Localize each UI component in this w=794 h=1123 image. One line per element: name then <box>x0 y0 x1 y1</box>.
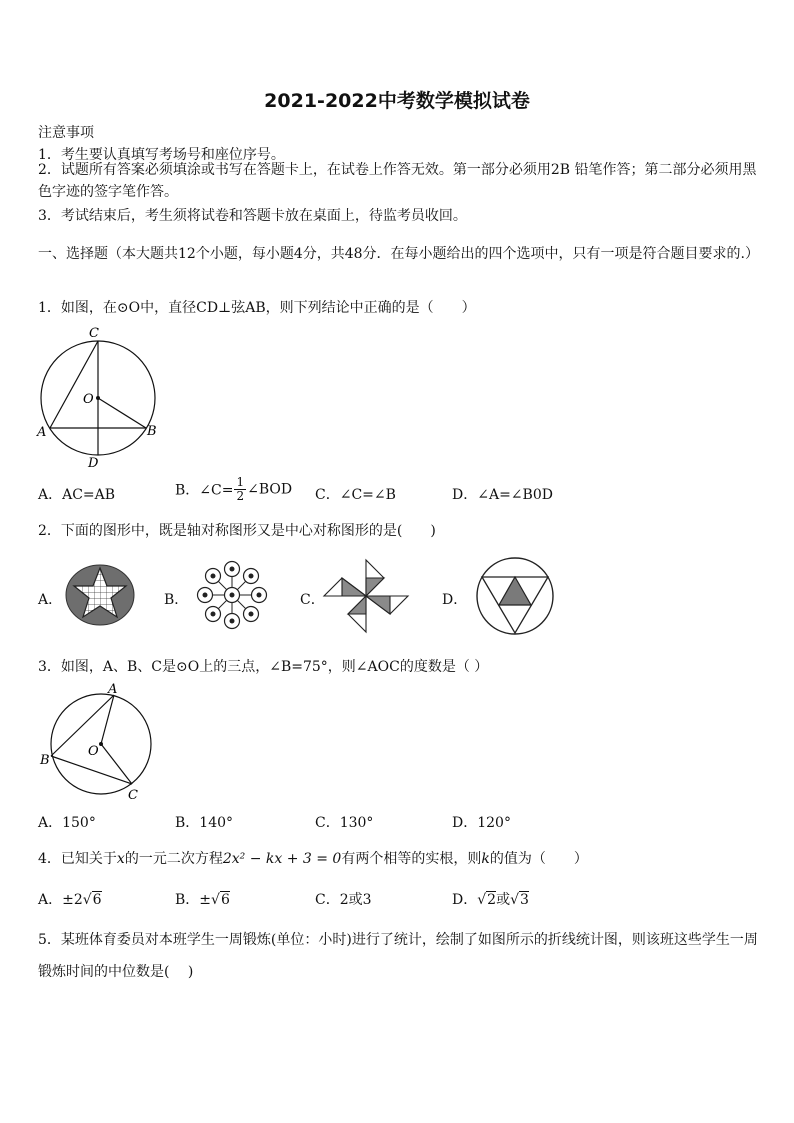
q2-option-a-label[interactable]: A． <box>38 592 63 608</box>
q3-label-o: O <box>88 744 99 759</box>
q4-option-b[interactable]: B．±√6 <box>175 892 230 908</box>
q2-figure-d[interactable] <box>474 555 556 637</box>
q4-option-b-prefix: B．± <box>175 892 212 908</box>
notice-heading: 注意事项 <box>38 125 94 141</box>
q3-option-c[interactable]: C．130° <box>315 815 374 831</box>
q5-stem: 5．某班体育委员对本班学生一周锻炼(单位：小时)进行了统计，绘制了如图所示的折线统计图，则该班这些学生一周锻炼时间的中位数是( ) <box>38 932 758 980</box>
q3-label-c: C <box>128 788 138 803</box>
q3-circle-figure[interactable] <box>34 680 164 804</box>
q1-label-d: D <box>88 456 99 471</box>
q4-option-c[interactable]: C．2或3 <box>315 892 372 908</box>
q1-option-a[interactable]: A．AC=AB <box>38 487 116 503</box>
q1-fraction-numerator: 1 <box>236 475 245 489</box>
q4-option-d-radicand-1: 2 <box>487 892 497 908</box>
q4-stem-mid: 的一元二次方程 <box>124 851 223 867</box>
q2-figure-a[interactable] <box>64 562 140 628</box>
q2-figure-c[interactable] <box>320 556 412 636</box>
q2-figure-b[interactable] <box>194 560 270 630</box>
q1-label-b: B <box>147 424 157 439</box>
q4-stem-suffix: 的值为（ ） <box>489 851 588 867</box>
q4-option-a[interactable]: A．±2√6 <box>38 892 102 908</box>
q4-stem <box>38 848 588 868</box>
q4-option-a-radicand: 6 <box>92 892 102 908</box>
q3-center-dot <box>99 742 103 746</box>
q3-segment-ab <box>51 695 114 756</box>
q1-fraction-denominator: 2 <box>236 489 245 503</box>
q1-option-b-suffix: ∠BOD <box>247 481 293 498</box>
q1-option-c[interactable]: C．∠C=∠B <box>315 487 396 503</box>
q4-option-d-radicand-2: 3 <box>520 892 529 908</box>
q4-stem-prefix: 4．已知关于 <box>38 851 117 867</box>
q1-option-b-prefix: B．∠C= <box>175 482 234 499</box>
q3-option-d[interactable]: D．120° <box>452 815 511 831</box>
q1-segment-ca <box>50 341 98 428</box>
q3-segment-bc <box>51 756 132 784</box>
q4-option-b-radicand: 6 <box>220 892 230 908</box>
notice-item-1: 1．考生要认真填写考场号和座位序号。 <box>38 147 285 163</box>
q3-segment-oa <box>101 695 114 744</box>
q4-option-d-or: 或 <box>496 892 511 908</box>
notice-item-3: 3．考试结束后，考生须将试卷和答题卡放在桌面上，待监考员收回。 <box>38 208 467 224</box>
q4-option-a-prefix: A．±2 <box>38 892 83 908</box>
q2-option-b-label[interactable]: B． <box>164 592 189 608</box>
q2-option-c-label[interactable]: C． <box>300 592 325 608</box>
q4-equation: 2x² − kx + 3 = 0 <box>222 851 342 867</box>
q1-option-b-fraction <box>234 476 246 503</box>
q2-stem: 2．下面的图形中，既是轴对称图形又是中心对称图形的是( ) <box>38 523 436 539</box>
q3-label-a: A <box>108 682 118 697</box>
q3-stem: 3．如图，A、B、C是⊙O上的三点，∠B=75°，则∠AOC的度数是（ ） <box>38 659 489 675</box>
q3-option-a[interactable]: A．150° <box>38 815 96 831</box>
q1-label-a: A <box>37 425 47 440</box>
q4-stem-mid2: 有两个相等的实根，则 <box>341 851 482 867</box>
q1-circle-figure <box>34 322 164 472</box>
q1-label-c: C <box>89 326 99 341</box>
q1-segment-ob <box>98 398 146 428</box>
q3-label-b: B <box>40 753 50 768</box>
q2-option-d-label[interactable]: D． <box>442 592 468 608</box>
q4-option-d[interactable]: D．√2或√3 <box>452 892 529 908</box>
q4-variable-k: k <box>481 851 490 867</box>
q1-option-d[interactable]: D．∠A=∠B0D <box>452 487 553 503</box>
q1-label-o: O <box>83 392 94 407</box>
q1-stem: 1．如图，在⊙O中，直径CD⊥弦AB，则下列结论中正确的是（ ） <box>38 300 476 316</box>
q4-variable-x: x <box>116 851 125 867</box>
q4-option-d-prefix: D． <box>452 892 478 908</box>
q1-option-b[interactable] <box>175 476 292 503</box>
page-title: 2021-2022中考数学模拟试卷 <box>264 90 530 112</box>
notice-item-2: 2．试题所有答案必须填涂或书写在答题卡上，在试卷上作答无效。第一部分必须用2B 铅笔作答；第二部分必须用黑色字迹的签字笔作答。 <box>38 162 757 200</box>
q1-center-dot <box>96 396 100 400</box>
section-heading: 一、选择题（本大题共12个小题，每小题4分，共48分．在每小题给出的四个选项中，只有一项是符合题目要求的.） <box>38 246 759 262</box>
q3-option-b[interactable]: B．140° <box>175 815 234 831</box>
q3-segment-oc <box>101 744 132 784</box>
